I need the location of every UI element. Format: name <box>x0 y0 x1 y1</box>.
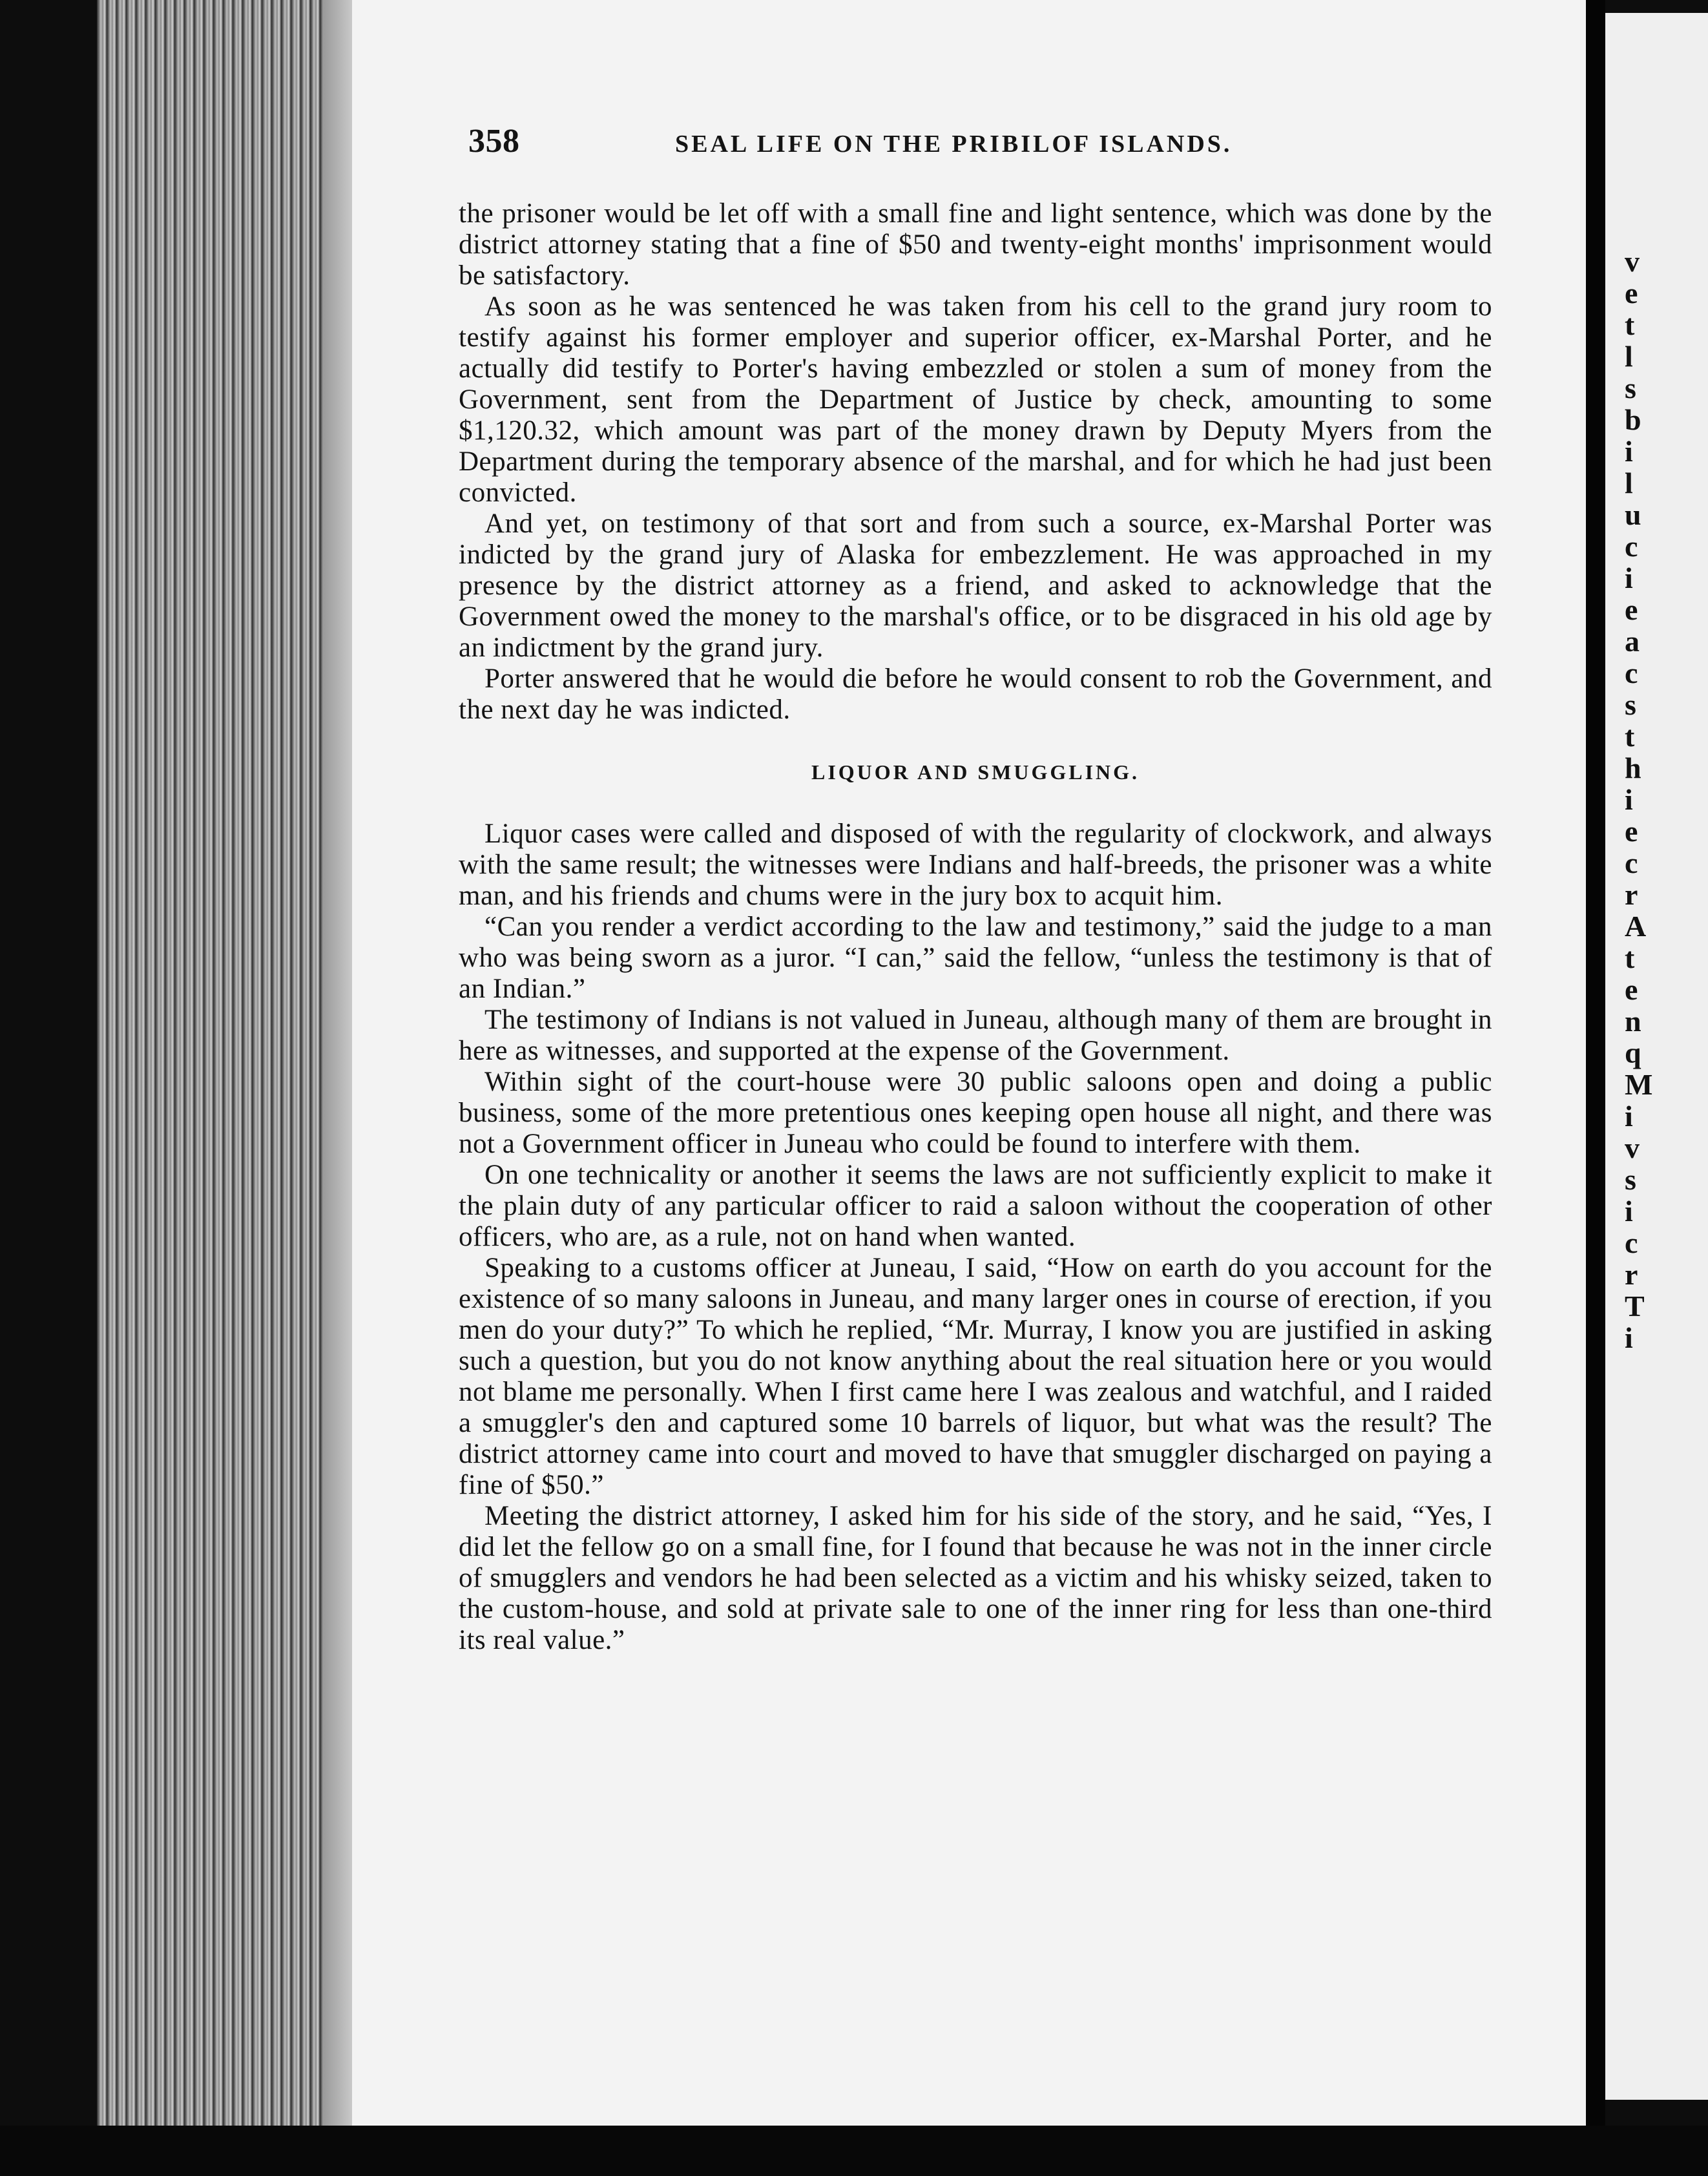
page-number: 358 <box>468 123 520 160</box>
adjacent-page-fragment-char: i <box>1625 1321 1633 1354</box>
adjacent-page-fragment-char: i <box>1625 561 1633 594</box>
adjacent-page-text-fragments <box>1625 246 1702 1354</box>
section-heading: LIQUOR AND SMUGGLING. <box>811 760 1140 784</box>
adjacent-page-fragment-char: v <box>1625 245 1640 278</box>
adjacent-page-fragment-char: h <box>1625 751 1641 784</box>
running-header <box>459 123 1492 171</box>
adjacent-page-fragment-char: l <box>1625 466 1633 499</box>
paragraph: And yet, on testimony of that sort and from such a source, ex-Marshal Porter was indicted by the grand jury of Alaska for embezzlement. He was approached in my presence by the district attorney as a friend, and asked to acknowledge that the Government owed the money to the marshal's office, or to be disgraced in his old age by an indictment by the grand jury. <box>459 508 1492 663</box>
paragraph: On one technicality or another it seems the laws are not sufficiently explicit to make it the plain duty of any particular officer to raid a saloon without the cooperation of other officers, who are, as a rule, not on hand when wanted. <box>459 1160 1492 1252</box>
adjacent-page-fragment-char: s <box>1625 688 1636 721</box>
adjacent-page-fragment-char: q <box>1625 1036 1641 1069</box>
adjacent-page-fragment <box>1605 13 1708 2100</box>
adjacent-page-fragment-char: v <box>1625 1131 1640 1164</box>
adjacent-page-fragment-char: t <box>1625 941 1635 974</box>
adjacent-page-fragment-char: c <box>1625 1226 1638 1259</box>
adjacent-page-fragment-char: e <box>1625 815 1638 848</box>
adjacent-page-fragment-char: M <box>1625 1068 1653 1101</box>
paragraph: Meeting the district attorney, I asked him for his side of the story, and he said, “Yes, I did let the fellow go on a small fine, for I found that because he was not in the inner circle of smugglers and vendors he had been selected as a victim and his whisky seized, taken to the custom-house, and sold at private sale to one of the inner ring for less than one-third its real value.” <box>459 1501 1492 1655</box>
adjacent-page-fragment-char: l <box>1625 340 1633 373</box>
adjacent-page-fragment-char: i <box>1625 783 1633 816</box>
adjacent-page-fragment-char: t <box>1625 308 1635 341</box>
adjacent-page-fragment-char: u <box>1625 498 1641 531</box>
paragraph: Within sight of the court-house were 30 public saloons open and doing a public business, some of the more pretentious ones keeping open house all night, and there was not a Government officer in Juneau who could be found to interfere with them. <box>459 1067 1492 1159</box>
adjacent-page-fragment-char: c <box>1625 656 1638 689</box>
adjacent-page-fragment-char: e <box>1625 277 1638 309</box>
page-text-column <box>459 123 1492 1656</box>
adjacent-page-fragment-char: A <box>1625 910 1647 943</box>
adjacent-page-fragment-char: e <box>1625 593 1638 626</box>
paragraph: Liquor cases were called and disposed of with the regularity of clockwork, and always with the same result; the witnesses were Indians and half-breeds, the prisoner was a white man, and his friends and chums were in the jury box to acquit him. <box>459 819 1492 911</box>
paragraph: Speaking to a customs officer at Juneau, I said, “How on earth do you account for the existence of so many saloons in Juneau, and many larger ones in course of erection, if you men do your duty?” To which he replied, “Mr. Murray, I know you are justified in asking such a question, but you do not know anything about the real situation here or you would not blame me personally. When I first came here I was zealous and watchful, and I raided a smuggler's den and captured some 10 barrels of liquor, but what was the result? The district attorney came into court and moved to have that smuggler discharged on paying a fine of $50.” <box>459 1253 1492 1500</box>
adjacent-page-fragment-char: i <box>1625 1195 1633 1228</box>
running-title: SEAL LIFE ON THE PRIBILOF ISLANDS. <box>675 131 1233 158</box>
adjacent-page-fragment-char: i <box>1625 1100 1633 1133</box>
adjacent-page-fragment-char: s <box>1625 1163 1636 1196</box>
adjacent-page-fragment-char: c <box>1625 530 1638 563</box>
adjacent-page-fragment-char: r <box>1625 878 1638 911</box>
paragraph: the prisoner would be let off with a small fine and light sentence, which was done by the district attorney stating that a fine of $50 and twenty-eight months' imprisonment would be satisfactory. <box>459 198 1492 291</box>
paragraph: Porter answered that he would die before he would consent to rob the Government, and the next day he was indicted. <box>459 664 1492 725</box>
adjacent-page-fragment-char: a <box>1625 625 1640 658</box>
paragraph: The testimony of Indians is not valued in Juneau, although many of them are brought in here as witnesses, and supported at the expense of the Government. <box>459 1005 1492 1066</box>
adjacent-page-fragment-char: s <box>1625 371 1636 404</box>
paragraph: As soon as he was sentenced he was taken from his cell to the grand jury room to testify against his former employer and superior officer, ex-Marshal Porter, and he actually did testify to Porter's having embezzled or stolen a sum of money from the Government, sent from the Department of Justice by check, amounting to some $1,120.32, which amount was part of the money drawn by Deputy Myers from the Department during the temporary absence of the marshal, and for which he had just been convicted. <box>459 291 1492 508</box>
adjacent-page-fragment-char: n <box>1625 1005 1641 1038</box>
adjacent-page-fragment-char: t <box>1625 720 1635 753</box>
paragraph: “Can you render a verdict according to the law and testimony,” said the judge to a man who was being sworn as a juror. “I can,” said the fellow, “unless the testimony is that of an Indian.” <box>459 912 1492 1004</box>
adjacent-page-fragment-char: T <box>1625 1290 1645 1323</box>
adjacent-page-fragment-char: c <box>1625 846 1638 879</box>
adjacent-page-fragment-char: e <box>1625 973 1638 1006</box>
adjacent-page-fragment-char: r <box>1625 1258 1638 1291</box>
adjacent-page-fragment-char: i <box>1625 435 1633 468</box>
bottom-shadow <box>0 2126 1708 2176</box>
book-spine-shadow <box>1586 0 1605 2176</box>
adjacent-page-fragment-char: b <box>1625 403 1641 436</box>
book-page-edges <box>97 0 355 2126</box>
